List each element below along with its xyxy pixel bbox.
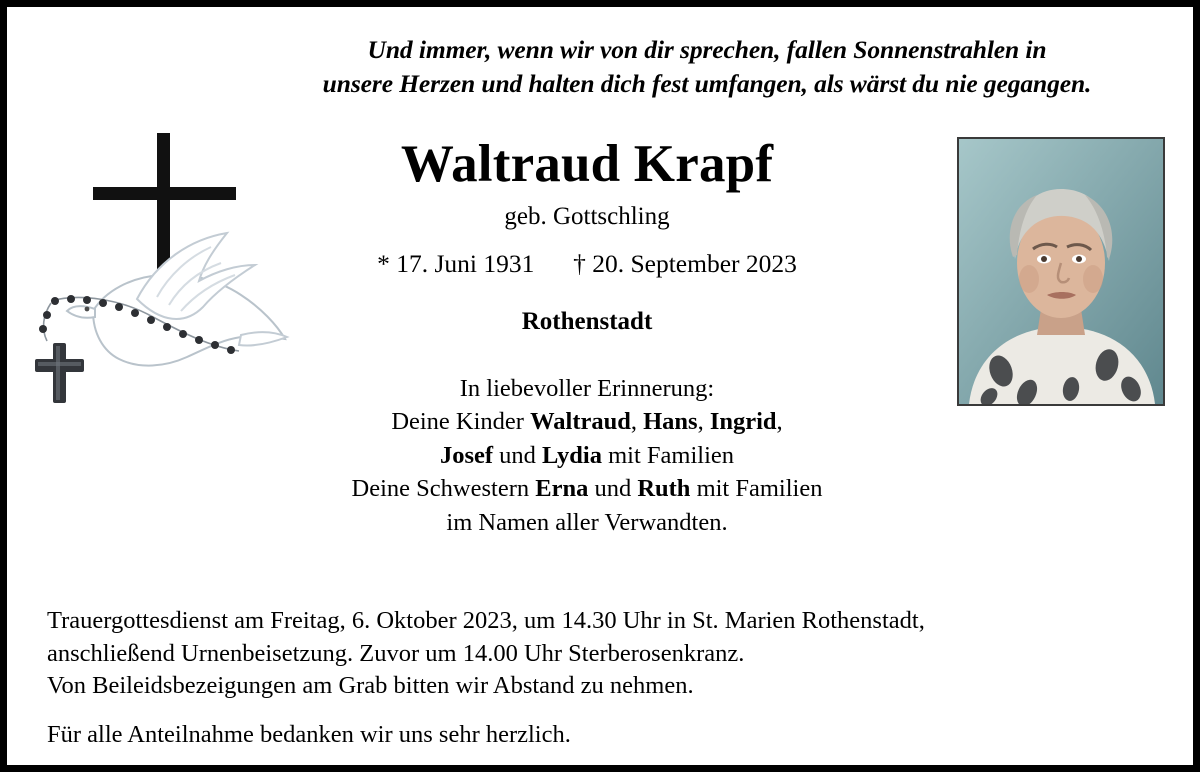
deceased-block xyxy=(257,137,917,539)
comma: , xyxy=(697,408,710,436)
child-name: Waltraud xyxy=(530,408,631,436)
death-date: 20. September 2023 xyxy=(592,248,797,278)
family-block xyxy=(257,372,917,540)
portrait-figure xyxy=(959,139,1163,404)
family-intro: In liebevoller Erinnerung: xyxy=(459,374,715,402)
conjunction: und xyxy=(493,441,543,469)
comma: , xyxy=(630,408,644,436)
children-prefix: Deine Kinder xyxy=(391,408,531,436)
cross-icon-crossbar xyxy=(93,187,236,200)
family-children-line xyxy=(257,405,917,439)
service-line-3: Von Beileidsbezeigungen am Grab bitten wir Abstand zu nehmen. xyxy=(47,672,694,700)
sisters-prefix: Deine Schwestern xyxy=(351,475,536,503)
comma: , xyxy=(776,408,783,436)
with-families: mit Familien xyxy=(601,441,735,469)
conjunction: und xyxy=(588,475,638,503)
motto-text xyxy=(237,33,1177,100)
family-sisters-line xyxy=(257,472,917,506)
page-title: Waltraud Krapf xyxy=(400,135,774,193)
obituary-inner xyxy=(7,7,1193,765)
child-name: Josef xyxy=(439,441,494,469)
with-families: mit Familien xyxy=(690,475,823,503)
motto-line-1: Und immer, wenn wir von dir sprechen, fallen Sonnenstrahlen in xyxy=(367,35,1047,64)
family-children-line-2 xyxy=(257,439,917,473)
service-line-2: anschließend Urnenbeisetzung. Zuvor um 14.00 Uhr Sterberosenkranz. xyxy=(47,639,745,667)
death-symbol: † xyxy=(573,248,586,278)
portrait-photo xyxy=(957,137,1165,406)
rosary-icon xyxy=(25,265,255,425)
service-details xyxy=(47,605,1157,751)
child-name: Ingrid xyxy=(709,408,777,436)
portrait-image xyxy=(959,139,1163,404)
birth-symbol: * xyxy=(377,248,390,278)
service-line-1: Trauergottesdienst am Freitag, 6. Oktober 2023, um 14.30 Uhr in St. Marien Rothenstadt, xyxy=(47,607,925,634)
place-name: Rothenstadt xyxy=(521,307,653,335)
sister-name: Erna xyxy=(535,475,589,503)
life-dates xyxy=(257,249,917,279)
family-relatives-line: im Namen aller Verwandten. xyxy=(446,508,728,536)
motto-line-2: unsere Herzen und halten dich fest umfangen, als wärst du nie gegangen. xyxy=(322,68,1092,98)
birth-date: 17. Juni 1931 xyxy=(396,248,535,278)
child-name: Hans xyxy=(643,408,698,436)
service-line-4: Für alle Anteilnahme bedanken wir uns sehr herzlich. xyxy=(47,720,571,748)
sister-name: Ruth xyxy=(637,475,691,503)
maiden-name: geb. Gottschling xyxy=(504,202,670,230)
child-name: Lydia xyxy=(542,441,602,469)
